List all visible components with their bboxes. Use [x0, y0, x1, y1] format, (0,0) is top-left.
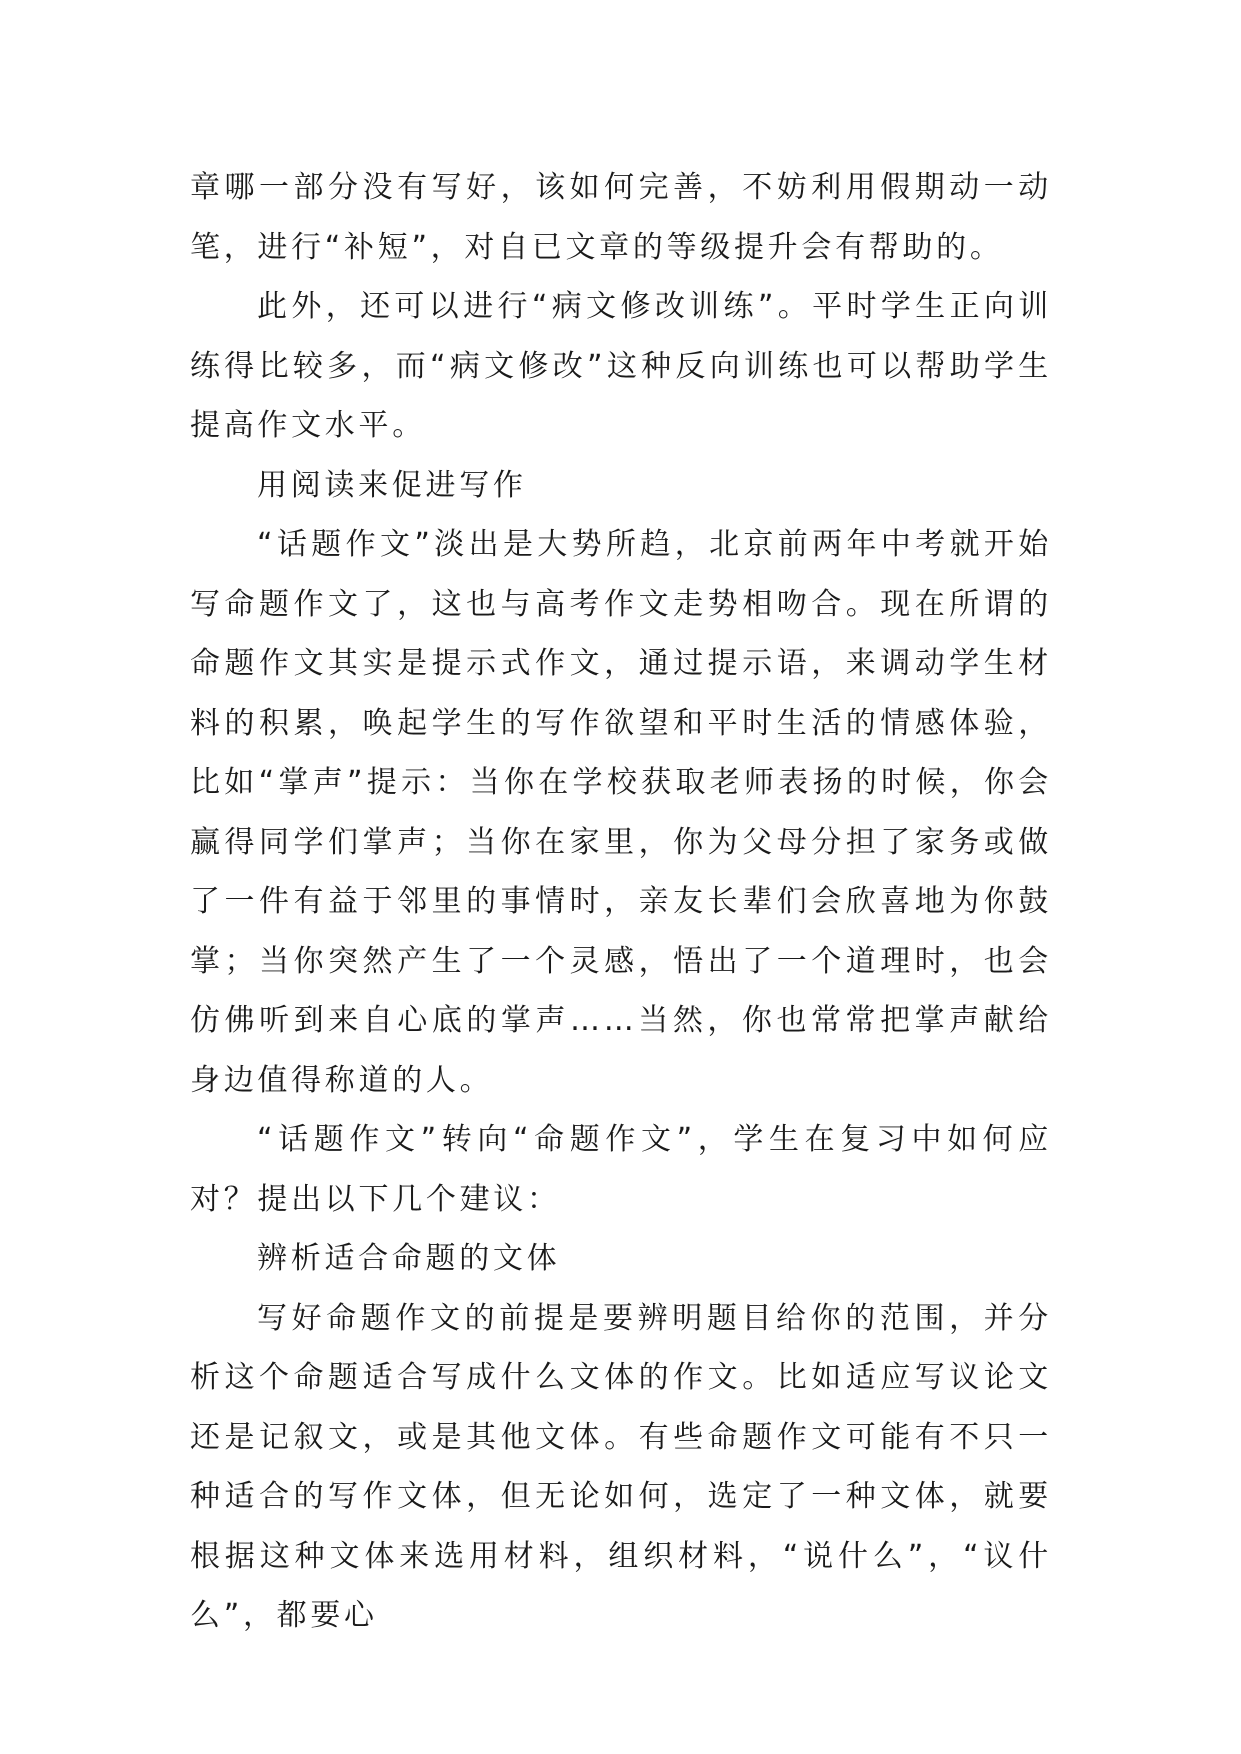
paragraph-genre-analysis: 写好命题作文的前提是要辨明题目给你的范围，并分析这个命题适合写成什么文体的作文。比如适应写议论文还是记叙文，或是其他文体。有些命题作文可能有不只一种适合的写作文体，但无论如何，选定了一种文体，就要根据这种文体来选用材料，组织材料，“说什么”，“议什么”，都要心 — [190, 1300, 1052, 1633]
document-body — [190, 158, 1052, 1646]
paragraph-revision-training: 此外，还可以进行“病文修改训练”。平时学生正向训练得比较多，而“病文修改”这种反向训练也可以帮助学生提高作文水平。 — [190, 289, 1052, 443]
section-heading-genre: 辨析适合命题的文体 — [257, 1241, 561, 1276]
paragraph-topic-essay: “话题作文”淡出是大势所趋，北京前两年中考就开始写命题作文了，这也与高考作文走势相吻合。现在所谓的命题作文其实是提示式作文，通过提示语，来调动学生材料的积累，唤起学生的写作欲望和平时生活的情感体验，比如“掌声”提示：当你在学校获取老师表扬的时候，你会赢得同学们掌声；当你在家里，你为父母分担了家务或做了一件有益于邻里的事情时，亲友长辈们会欣喜地为你鼓掌；当你突然产生了一个灵感，悟出了一个道理时，也会仿佛听到来自心底的掌声……当然，你也常常把掌声献给身边值得称道的人。 — [190, 527, 1052, 1098]
section-heading-reading: 用阅读来促进写作 — [257, 467, 527, 503]
paragraph-continuation: 章哪一部分没有写好，该如何完善，不妨利用假期动一动笔，进行“补短”，对自已文章的等级提升会有帮助的。 — [190, 170, 1052, 265]
paragraph-suggestions-intro: “话题作文”转向“命题作文”，学生在复习中如何应对？提出以下几个建议： — [190, 1122, 1052, 1217]
